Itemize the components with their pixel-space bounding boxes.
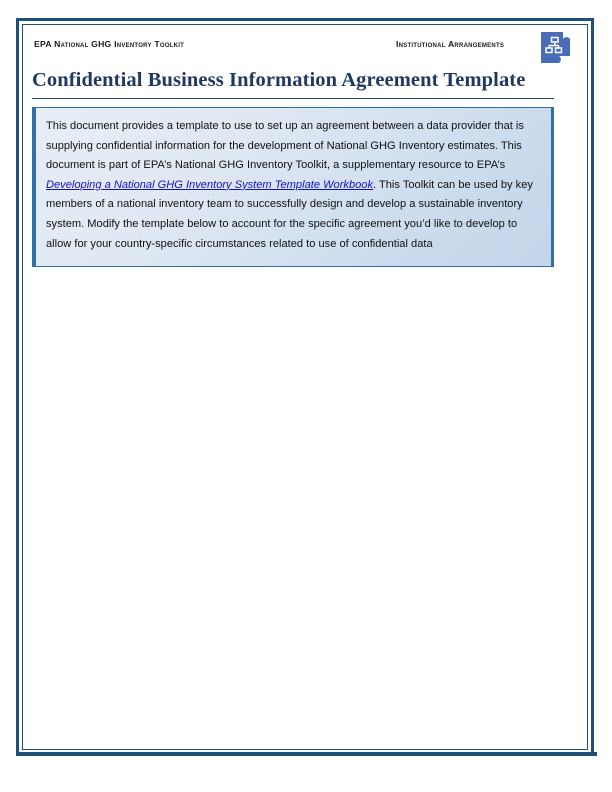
header-right-label: Institutional Arrangements <box>396 39 505 49</box>
intro-text-after-link: . This Toolkit can be used by key members of a national inventory team to successfully design and develop a sustainable inventory system. Modify the template below to account for the specific agreement you’d like to develop to allow for your country-specific circumstances related to use of confidential data <box>46 178 533 250</box>
puzzle-piece-org-chart-icon <box>540 30 572 66</box>
intro-callout-box <box>32 107 554 267</box>
header-left-label: EPA National GHG Inventory Toolkit <box>34 39 185 49</box>
title-divider <box>32 98 554 99</box>
intro-text-before-link: This document provides a template to use to set up an agreement between a data provider that is supplying confidential information for the development of National GHG Inventory estimates. This document is part of EPA’s National GHG Inventory Toolkit, a supplementary resource to EPA’s <box>46 120 524 172</box>
page-title: Confidential Business Information Agreement Template <box>32 69 526 91</box>
page-border-bottom-bar <box>19 752 597 756</box>
workbook-hyperlink[interactable]: Developing a National GHG Inventory System Template Workbook <box>46 178 374 191</box>
document-content <box>24 25 554 267</box>
running-header <box>24 25 554 69</box>
intro-paragraph <box>46 117 540 254</box>
